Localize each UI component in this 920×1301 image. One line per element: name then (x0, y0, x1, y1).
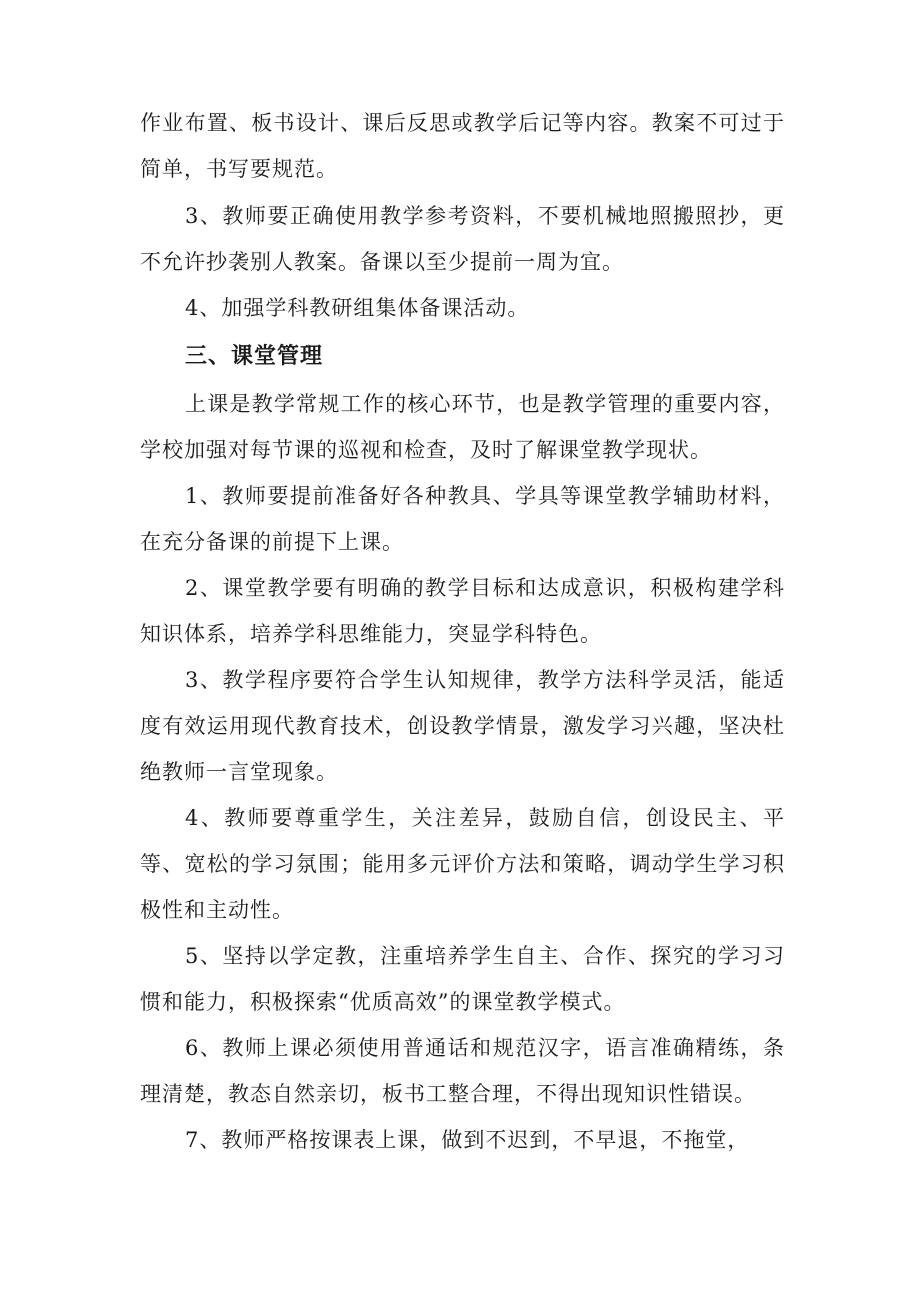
paragraph-rule-2: 2、课堂教学要有明确的教学目标和达成意识，积极构建学科知识体系，培养学科思维能力，突显学科特色。 (140, 576, 785, 646)
paragraph-rule-1: 1、教师要提前准备好各种教具、学具等课堂教学辅助材料，在充分备课的前提下上课。 (140, 484, 785, 554)
paragraph-lesson-plan-content: 作业布置、板书设计、课后反思或教学后记等内容。教案不可过于简单，书写要规范。 (140, 111, 785, 181)
paragraph-group-lesson-prep: 4、加强学科教研组集体备课活动。 (185, 296, 530, 320)
paragraph-rule-7: 7、教师严格按课表上课，做到不迟到，不早退，不拖堂， (185, 1128, 750, 1152)
paragraph-use-reference-materials: 3、教师要正确使用教学参考资料，不要机械地照搬照抄，更不允许抄袭别人教案。备课以至少提前一周为宜。 (140, 204, 785, 274)
paragraph-classroom-intro: 上课是教学常规工作的核心环节，也是教学管理的重要内容，学校加强对每节课的巡视和检查，及时了解课堂教学现状。 (140, 392, 785, 462)
paragraph-rule-6: 6、教师上课必须使用普通话和规范汉字，语言准确精练，条理清楚，教态自然亲切，板书工整合理，不得出现知识性错误。 (140, 1036, 785, 1106)
paragraph-rule-3: 3、教学程序要符合学生认知规律，教学方法科学灵活，能适度有效运用现代教育技术，创设教学情景，激发学习兴趣，坚决杜绝教师一言堂现象。 (140, 668, 785, 784)
section-heading-classroom-management: 三、课堂管理 (185, 344, 324, 369)
document-body (140, 100, 785, 1163)
paragraph-rule-5: 5、坚持以学定教，注重培养学生自主、合作、探究的学习习惯和能力，积极探索“优质高效”的课堂教学模式。 (140, 944, 785, 1014)
paragraph-rule-4: 4、教师要尊重学生，关注差异，鼓励自信，创设民主、平等、宽松的学习氛围；能用多元评价方法和策略，调动学生学习积极性和主动性。 (140, 806, 785, 922)
